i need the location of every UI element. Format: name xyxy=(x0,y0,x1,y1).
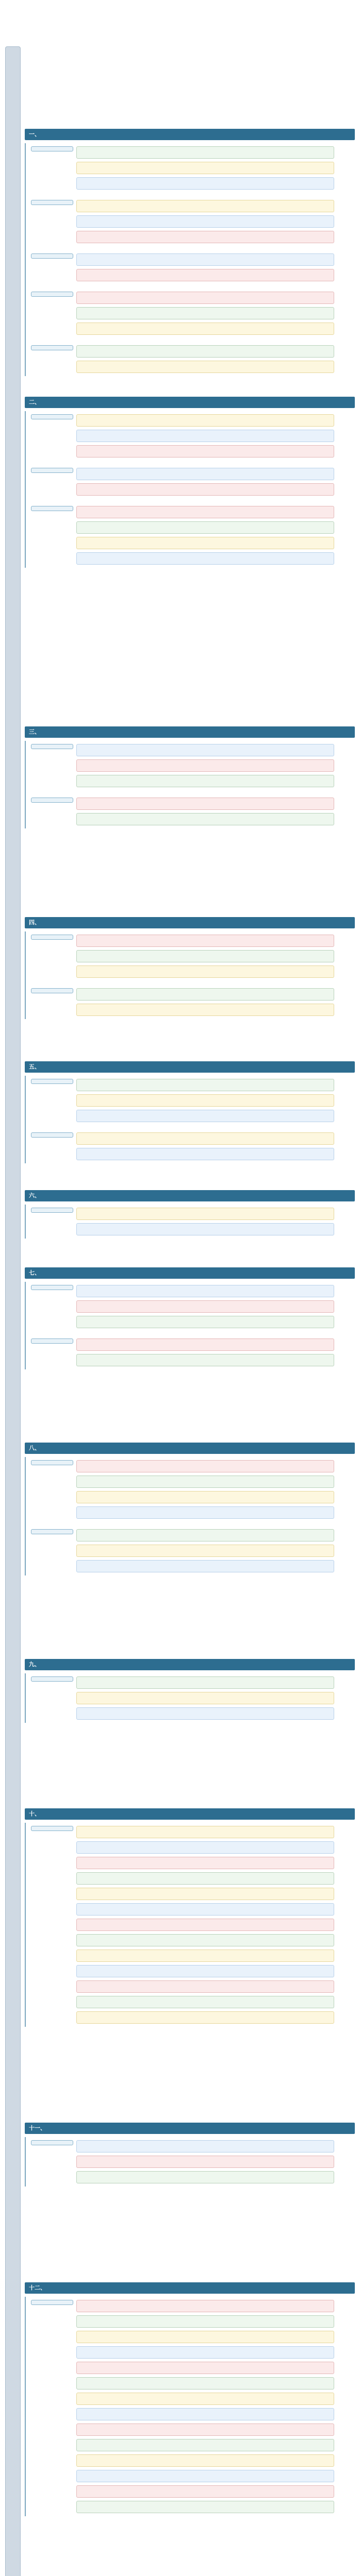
branch-row xyxy=(31,289,355,338)
mindmap-section-6 xyxy=(25,1190,355,1239)
leaf-note xyxy=(76,361,334,373)
leaf-note xyxy=(76,935,334,947)
section-title: 四、 xyxy=(25,917,355,928)
section-title: 十二、 xyxy=(25,2282,355,2294)
branch-row xyxy=(31,1129,355,1163)
branch-node xyxy=(31,1676,73,1682)
branch-node xyxy=(31,1208,73,1213)
branch-row xyxy=(31,1457,355,1522)
leaf-stack xyxy=(76,197,334,246)
leaf-note xyxy=(76,1980,334,1993)
mindmap-section-11 xyxy=(25,2123,355,2187)
leaf-note xyxy=(76,552,334,565)
leaf-stack xyxy=(76,1673,334,1723)
branch-row xyxy=(31,411,355,461)
branch-row xyxy=(31,250,355,284)
branch-node xyxy=(31,798,73,803)
branch-row xyxy=(31,503,355,568)
leaf-note xyxy=(76,146,334,159)
leaf-note xyxy=(76,1223,334,1235)
leaf-note xyxy=(76,1841,334,1854)
leaf-note xyxy=(76,759,334,772)
leaf-note xyxy=(76,2331,334,2343)
leaf-stack xyxy=(76,1457,334,1522)
leaf-note xyxy=(76,1692,334,1704)
leaf-note xyxy=(76,1826,334,1838)
leaf-note xyxy=(76,231,334,243)
leaf-note xyxy=(76,1934,334,1946)
branch-row xyxy=(31,1076,355,1125)
leaf-note xyxy=(76,2362,334,2374)
branch-node xyxy=(31,146,73,151)
branch-separator xyxy=(31,981,355,985)
branch-node xyxy=(31,345,73,350)
section-body xyxy=(25,1457,355,1575)
leaf-note xyxy=(76,468,334,480)
branch-node xyxy=(31,468,73,473)
leaf-note xyxy=(76,521,334,534)
section-body xyxy=(25,1205,355,1239)
mindmap-section-7 xyxy=(25,1267,355,1369)
leaf-stack xyxy=(76,342,334,376)
leaf-note xyxy=(76,2424,334,2436)
branch-node xyxy=(31,414,73,419)
branch-row xyxy=(31,1282,355,1331)
leaf-note xyxy=(76,1996,334,2008)
mindmap-section-1 xyxy=(25,129,355,376)
mindmap-section-3 xyxy=(25,726,355,828)
branch-node xyxy=(31,200,73,205)
leaf-stack xyxy=(76,741,334,790)
leaf-note xyxy=(76,1208,334,1220)
branch-separator xyxy=(31,338,355,342)
leaf-note xyxy=(76,2377,334,2389)
leaf-note xyxy=(76,965,334,978)
branch-row xyxy=(31,465,355,499)
leaf-note xyxy=(76,1676,334,1689)
leaf-note xyxy=(76,215,334,228)
section-body xyxy=(25,2297,355,2516)
leaf-note xyxy=(76,307,334,319)
branch-separator xyxy=(31,499,355,503)
leaf-note xyxy=(76,950,334,962)
branch-node xyxy=(31,935,73,940)
leaf-note xyxy=(76,1857,334,1869)
leaf-note xyxy=(76,1476,334,1488)
leaf-stack xyxy=(76,503,334,568)
mindmap-section-4 xyxy=(25,917,355,1019)
leaf-note xyxy=(76,1872,334,1885)
leaf-stack xyxy=(76,411,334,461)
leaf-note xyxy=(76,1094,334,1107)
page-title xyxy=(0,10,361,20)
leaf-note xyxy=(76,2156,334,2168)
leaf-stack xyxy=(76,2137,334,2187)
mindmap-section-2 xyxy=(25,397,355,568)
section-title: 一、 xyxy=(25,129,355,140)
leaf-stack xyxy=(76,794,334,828)
leaf-note xyxy=(76,1491,334,1503)
leaf-note xyxy=(76,177,334,190)
branch-row xyxy=(31,143,355,193)
leaf-note xyxy=(76,253,334,266)
mindmap-section-12 xyxy=(25,2282,355,2516)
section-title: 三、 xyxy=(25,726,355,738)
mindmap-section-8 xyxy=(25,1443,355,1575)
section-body xyxy=(25,1076,355,1163)
branch-separator xyxy=(31,790,355,794)
leaf-stack xyxy=(76,1205,334,1239)
leaf-note xyxy=(76,2346,334,2359)
mindmap-section-9 xyxy=(25,1659,355,1723)
leaf-stack xyxy=(76,250,334,284)
leaf-note xyxy=(76,483,334,496)
leaf-note xyxy=(76,1285,334,1297)
leaf-note xyxy=(76,1079,334,1091)
leaf-note xyxy=(76,2171,334,2183)
leaf-note xyxy=(76,323,334,335)
leaf-note xyxy=(76,1560,334,1572)
branch-row xyxy=(31,794,355,828)
branch-row xyxy=(31,1335,355,1369)
section-body xyxy=(25,2137,355,2187)
leaf-note xyxy=(76,414,334,427)
leaf-note xyxy=(76,813,334,825)
branch-row xyxy=(31,197,355,246)
leaf-note xyxy=(76,2011,334,2024)
branch-row xyxy=(31,1823,355,2027)
section-title: 七、 xyxy=(25,1267,355,1279)
section-body xyxy=(25,411,355,568)
leaf-note xyxy=(76,269,334,281)
leaf-note xyxy=(76,1148,334,1160)
mindmap-root xyxy=(5,46,21,2576)
leaf-note xyxy=(76,162,334,174)
section-body xyxy=(25,143,355,376)
section-title: 八、 xyxy=(25,1443,355,1454)
section-title: 九、 xyxy=(25,1659,355,1670)
branch-node xyxy=(31,2300,73,2305)
section-body xyxy=(25,741,355,828)
leaf-note xyxy=(76,1529,334,1541)
leaf-note xyxy=(76,1004,334,1016)
leaf-note xyxy=(76,2408,334,2420)
branch-node xyxy=(31,1079,73,1084)
leaf-note xyxy=(76,798,334,810)
leaf-stack xyxy=(76,985,334,1019)
section-title: 十、 xyxy=(25,1808,355,1820)
section-body xyxy=(25,931,355,1019)
branch-node xyxy=(31,1826,73,1831)
leaf-stack xyxy=(76,1335,334,1369)
branch-row xyxy=(31,985,355,1019)
branch-row xyxy=(31,342,355,376)
branch-row xyxy=(31,2137,355,2187)
leaf-note xyxy=(76,506,334,518)
leaf-note xyxy=(76,1460,334,1472)
leaf-note xyxy=(76,2439,334,2451)
leaf-note xyxy=(76,1132,334,1145)
leaf-stack xyxy=(76,1129,334,1163)
leaf-note xyxy=(76,2501,334,2513)
leaf-stack xyxy=(76,2297,334,2516)
leaf-note xyxy=(76,445,334,457)
branch-separator xyxy=(31,1331,355,1335)
branch-separator xyxy=(31,284,355,289)
branch-node xyxy=(31,253,73,259)
leaf-note xyxy=(76,1545,334,1557)
branch-row xyxy=(31,741,355,790)
leaf-stack xyxy=(76,1076,334,1125)
leaf-note xyxy=(76,2485,334,2498)
leaf-note xyxy=(76,988,334,1001)
leaf-note xyxy=(76,345,334,358)
leaf-note xyxy=(76,1707,334,1720)
branch-node xyxy=(31,1338,73,1344)
page-header xyxy=(0,0,361,46)
branch-separator xyxy=(31,461,355,465)
branch-row xyxy=(31,2297,355,2516)
branch-node xyxy=(31,744,73,749)
leaf-note xyxy=(76,1950,334,1962)
leaf-note xyxy=(76,2300,334,2312)
leaf-note xyxy=(76,1903,334,1916)
branch-node xyxy=(31,1132,73,1138)
leaf-stack xyxy=(76,289,334,338)
leaf-note xyxy=(76,1965,334,1977)
section-title: 二、 xyxy=(25,397,355,408)
leaf-note xyxy=(76,775,334,787)
leaf-note xyxy=(76,430,334,442)
mindmap-section-5 xyxy=(25,1061,355,1163)
section-title: 十一、 xyxy=(25,2123,355,2134)
branch-separator xyxy=(31,246,355,250)
leaf-stack xyxy=(76,1526,334,1575)
branch-separator xyxy=(31,1125,355,1129)
branch-row xyxy=(31,1205,355,1239)
branch-row xyxy=(31,931,355,981)
section-body xyxy=(25,1282,355,1369)
section-title: 五、 xyxy=(25,1061,355,1073)
section-title: 六、 xyxy=(25,1190,355,1201)
page-subtitle xyxy=(0,28,361,34)
leaf-stack xyxy=(76,1823,334,2027)
section-body xyxy=(25,1823,355,2027)
leaf-note xyxy=(76,292,334,304)
leaf-note xyxy=(76,1316,334,1328)
branch-row xyxy=(31,1526,355,1575)
branch-separator xyxy=(31,1522,355,1526)
branch-node xyxy=(31,1285,73,1290)
leaf-stack xyxy=(76,1282,334,1331)
leaf-note xyxy=(76,2140,334,2153)
leaf-note xyxy=(76,537,334,549)
branch-node xyxy=(31,292,73,297)
leaf-note xyxy=(76,1888,334,1900)
branch-separator xyxy=(31,193,355,197)
mindmap-section-10 xyxy=(25,1808,355,2027)
leaf-note xyxy=(76,1110,334,1122)
leaf-note xyxy=(76,1506,334,1519)
leaf-note xyxy=(76,2454,334,2467)
leaf-note xyxy=(76,1919,334,1931)
leaf-note xyxy=(76,1354,334,1366)
branch-node xyxy=(31,1460,73,1465)
leaf-stack xyxy=(76,143,334,193)
section-body xyxy=(25,1673,355,1723)
branch-node xyxy=(31,1529,73,1534)
branch-node xyxy=(31,2140,73,2145)
branch-row xyxy=(31,1673,355,1723)
branch-node xyxy=(31,988,73,993)
leaf-note xyxy=(76,2393,334,2405)
leaf-note xyxy=(76,1300,334,1313)
leaf-note xyxy=(76,1338,334,1351)
leaf-stack xyxy=(76,931,334,981)
leaf-note xyxy=(76,200,334,212)
leaf-stack xyxy=(76,465,334,499)
leaf-note xyxy=(76,2315,334,2328)
branch-node xyxy=(31,506,73,511)
leaf-note xyxy=(76,744,334,756)
leaf-note xyxy=(76,2470,334,2482)
